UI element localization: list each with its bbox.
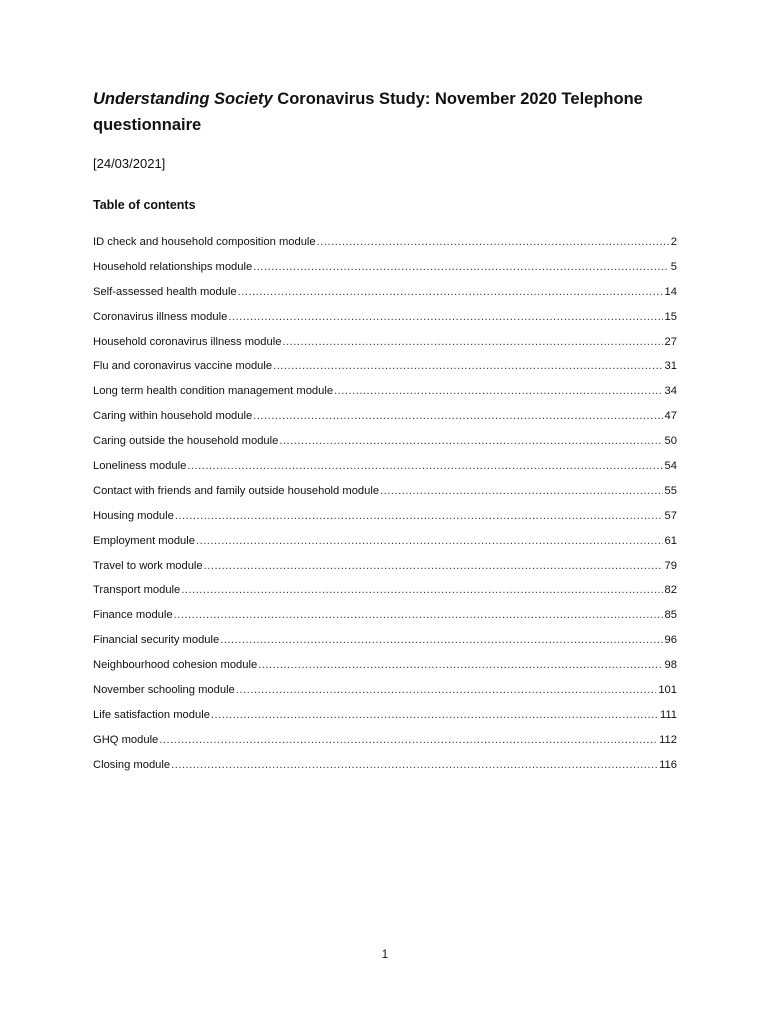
document-title-italic: Understanding Society [93, 90, 273, 108]
document-title-rest: Coronavirus Study: November 2020 Telephone questionnaire [93, 90, 643, 134]
toc-dot-leader [204, 560, 663, 572]
toc-entry[interactable] [93, 510, 677, 535]
toc-dot-leader [174, 609, 663, 621]
toc-entry[interactable] [93, 435, 677, 460]
toc-dot-leader [238, 286, 663, 298]
toc-entry-page: 27 [664, 335, 677, 348]
toc-entry[interactable] [93, 410, 677, 435]
toc-entry-page: 111 [659, 708, 677, 721]
toc-entry-page: 79 [664, 559, 677, 572]
toc-dot-leader [220, 634, 662, 646]
toc-dot-leader [279, 435, 662, 447]
toc-entry-page: 34 [664, 385, 677, 398]
toc-entry-label: GHQ module [93, 733, 159, 746]
toc-entry[interactable] [93, 460, 677, 485]
toc-entry-label: Household relationships module [93, 260, 253, 273]
toc-entry-page: 50 [664, 435, 677, 448]
toc-entry-label: Financial security module [93, 634, 220, 647]
document-title [93, 86, 653, 138]
toc-entry[interactable] [93, 485, 677, 510]
toc-entry-page: 85 [664, 609, 677, 622]
toc-entry[interactable] [93, 634, 677, 659]
toc-entry[interactable] [93, 684, 677, 709]
table-of-contents [93, 236, 677, 784]
toc-entry-label: Caring outside the household module [93, 435, 279, 448]
toc-entry-page: 112 [659, 733, 677, 746]
toc-dot-leader [334, 385, 662, 397]
toc-entry-label: Employment module [93, 534, 195, 547]
document-date: [24/03/2021] [93, 156, 166, 171]
toc-heading: Table of contents [93, 198, 196, 212]
toc-entry[interactable] [93, 360, 677, 385]
toc-entry[interactable] [93, 311, 677, 336]
toc-entry[interactable] [93, 709, 677, 734]
toc-entry[interactable] [93, 734, 677, 759]
toc-entry-label: Housing module [93, 509, 174, 522]
toc-entry-label: November schooling module [93, 684, 235, 697]
toc-entry-label: Self-assessed health module [93, 285, 237, 298]
toc-dot-leader [317, 236, 669, 248]
toc-entry-label: Travel to work module [93, 559, 203, 572]
page-number: 1 [381, 949, 389, 961]
toc-entry-label: Caring within household module [93, 410, 253, 423]
toc-entry[interactable] [93, 261, 677, 286]
toc-entry-page: 116 [659, 758, 677, 771]
toc-entry-label: Coronavirus illness module [93, 310, 228, 323]
toc-entry-label: Long term health condition management module [93, 385, 334, 398]
toc-entry[interactable] [93, 759, 677, 784]
toc-dot-leader [282, 336, 662, 348]
toc-entry[interactable] [93, 286, 677, 311]
toc-entry-page: 101 [658, 684, 677, 697]
toc-entry-page: 57 [664, 509, 677, 522]
toc-entry[interactable] [93, 535, 677, 560]
toc-entry-label: Contact with friends and family outside household module [93, 484, 380, 497]
toc-entry[interactable] [93, 560, 677, 585]
toc-dot-leader [187, 460, 662, 472]
toc-dot-leader [181, 584, 662, 596]
toc-entry[interactable] [93, 385, 677, 410]
toc-entry-page: 82 [664, 584, 677, 597]
toc-dot-leader [171, 759, 657, 771]
toc-dot-leader [159, 734, 657, 746]
toc-entry[interactable] [93, 236, 677, 261]
toc-entry[interactable] [93, 609, 677, 634]
toc-entry-label: Life satisfaction module [93, 708, 210, 721]
toc-entry-label: Flu and coronavirus vaccine module [93, 360, 273, 373]
toc-dot-leader [258, 659, 662, 671]
toc-dot-leader [253, 410, 662, 422]
toc-dot-leader [273, 360, 662, 372]
toc-dot-leader [175, 510, 663, 522]
toc-entry-label: Transport module [93, 584, 181, 597]
toc-entry-page: 47 [664, 410, 677, 423]
toc-dot-leader [236, 684, 657, 696]
toc-entry-page: 61 [664, 534, 677, 547]
toc-entry-page: 98 [664, 659, 677, 672]
toc-entry-page: 14 [664, 285, 677, 298]
toc-dot-leader [380, 485, 662, 497]
toc-entry[interactable] [93, 584, 677, 609]
toc-entry-page: 31 [664, 360, 677, 373]
toc-dot-leader [211, 709, 658, 721]
toc-entry-label: Loneliness module [93, 460, 187, 473]
toc-entry-label: Neighbourhood cohesion module [93, 659, 258, 672]
toc-entry-page: 2 [670, 236, 677, 248]
toc-entry-label: Household coronavirus illness module [93, 335, 282, 348]
toc-entry-page: 96 [664, 634, 677, 647]
toc-entry[interactable] [93, 336, 677, 361]
toc-entry-page: 55 [664, 484, 677, 497]
toc-dot-leader [228, 311, 662, 323]
toc-entry-page: 5 [670, 260, 677, 273]
toc-entry[interactable] [93, 659, 677, 684]
toc-dot-leader [196, 535, 663, 547]
toc-dot-leader [253, 261, 669, 273]
toc-entry-page: 15 [664, 310, 677, 323]
toc-entry-label: Closing module [93, 758, 171, 771]
toc-entry-label: ID check and household composition module [93, 236, 316, 248]
toc-entry-page: 54 [664, 460, 677, 473]
toc-entry-label: Finance module [93, 609, 173, 622]
